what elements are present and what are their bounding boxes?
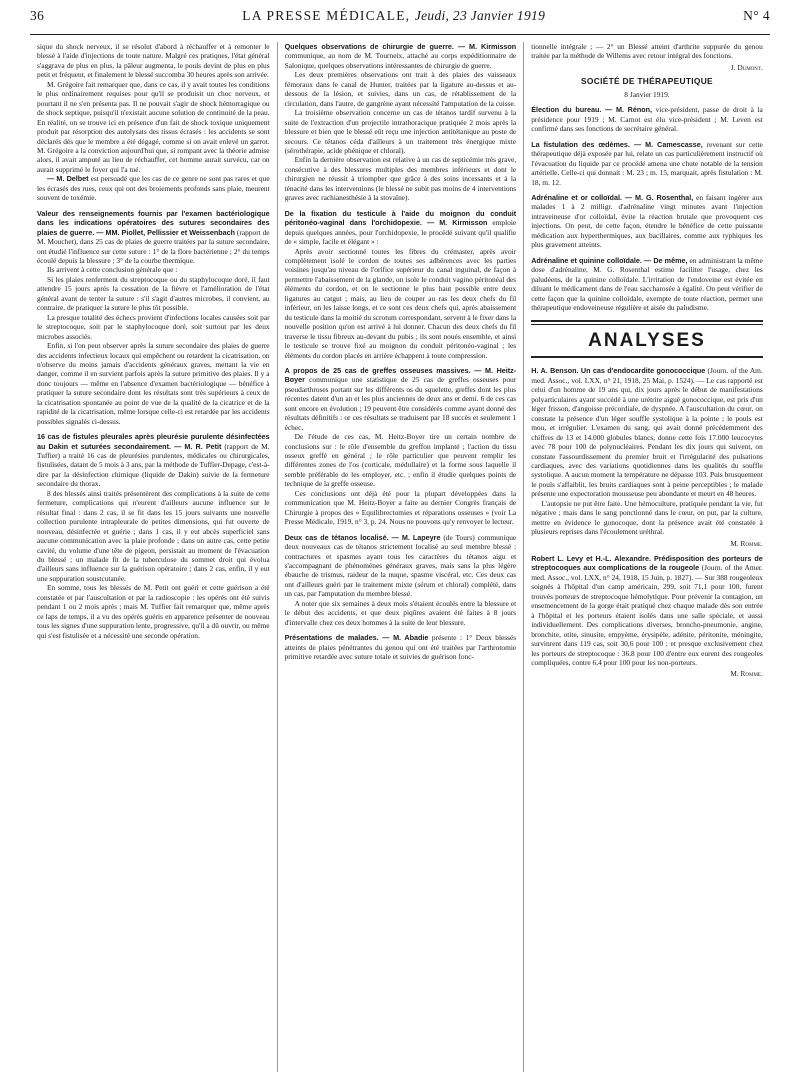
body-paragraph: [37, 313, 270, 341]
society-date: 8 Janvier 1919.: [624, 90, 670, 100]
section-heading: Robert L. Levy et H.-L. Alexandre. Prédisposition des porteurs de streptocoques aux complications de la rougeole: [531, 554, 763, 573]
paragraph-text: (rapport de M. Mouchet), dans 25 cas de plaies de guerre traitées par la suture secondaire, ont étudié l'influence sur cette suture : 1° de la flore bactérienne ; 2° du temps écoulé depuis la blessure ; 3° de la courbe thermique.: [37, 227, 270, 265]
divider: [531, 324, 763, 325]
body-paragraph: [37, 80, 270, 175]
body-paragraph: [37, 341, 270, 426]
section-heading: Adrénaline et quinine colloïdale. — De même,: [531, 255, 688, 265]
body-paragraph: [285, 432, 517, 489]
column-right: [523, 42, 770, 1072]
section-paragraph: [285, 42, 517, 70]
body-paragraph: [37, 489, 270, 584]
section-paragraph: [531, 554, 763, 667]
body-paragraph: [285, 489, 517, 527]
paragraph-text: est persuadé que les cas de ce genre ne sont pas rares et que les écrasés des rues, ceux qui ont des broiements profonds sans plaie, meurent souvent de toxémie.: [37, 174, 270, 203]
section-paragraph: [285, 209, 517, 247]
paragraph-text: En somme, tous les blessés de M. Petit ont guéri et cette guérison a été constatée et par l'auscultation et par la radioscopie : les opérés ont été suivis pendant 1 ou 2 mois après ; mais M. Tuffier fait remarquer que, même après ce laps de temps, il a vu des opérés guéris en apparence présenter de nouveau tous les signes d'une suppuration lente, progressive, qu'il a dû ouvrir, ou même qui s'est fistulisée et a nécessité une seconde opération.: [37, 583, 270, 640]
section-heading: Deux cas de tétanos localisé. — M. Lapeyre: [284, 532, 441, 542]
paragraph-text: (Journ. of the Am. med. Assoc., vol. LXX, n° 21, 1918, 25 Mai, p. 1524). — Le cas rapporté est celui d'un homme de 19 ans qui, dix jours après le début de manifestations polyarticulaires ayant succédé à une urétrite aiguë gonococcique, est pris d'un léger frisson, d'angoisse précordiale, de dyspnée. A l'auscultation du cœur, on constate la présence d'un léger souffle systolique à la pointe ; le pouls est mou, et irrégulier. L'examen du sang, qui avait donné précédemment des chiffres de 13 et 14.000 globules blancs, donne cette fois 17.000 leucocytes avec 78 pour 100 de polynucléaires. Pendant les dix jours qui suivent, on constate l'assourdissement du premier bruit et l'irrégularité des pulsations cardiaques, avec des variations quotidiennes dans les qualités du souffle systolique. A aucun moment la température ne dépasse 103. Puis brusquement le pouls s'affaiblit, les bruits cardiaques sont à peine perceptibles ; le malade présente une expectoration mousseuse peu abondante et meurt en 48 heures.: [531, 366, 763, 499]
divider: [531, 320, 763, 322]
paragraph-text: emploie depuis quelques années, pour l'orchidopexie, le procédé suivant qu'il qualifie de « simple, facile et élégant » :: [284, 218, 517, 247]
section-paragraph: [37, 209, 270, 266]
paragraph-text: (de Tours) communique deux nouveaux cas de tétanos strictement localisé au seul membre blessé : contractures et spasmes ayant tous les caractères du tétanos aigu et s'accompagnant de phénomènes généraux graves, mais sans la plus légère ébauche de trismus, raideur de la nuque, spasme viscéral, etc. Ces deux cas ont d'ailleurs guéri par le traitement mixte (sérum et chloral) complété, dans un cas, par l'amputation du membre blessé.: [284, 532, 517, 599]
paragraph-text: vice-président, passe de droit à la présidence pour 1919 ; M. Carnot est élu vice-président ; M. Leven est confirmé dans ses fonctions de secrétaire général.: [531, 105, 763, 134]
analyses-heading: ANALYSES: [588, 330, 706, 352]
column-middle: [277, 42, 524, 1072]
section-paragraph: [531, 140, 763, 187]
body-paragraph: [285, 70, 517, 108]
page-number: 36: [30, 8, 45, 23]
section-paragraph: [531, 366, 763, 498]
paragraph-text: Si les plaies renferment du streptocoque ou du staphylocoque doré, il faut attendre 15 jours après la cessation de la fièvre et l'amélioration de l'état général avant de tenter la suture : s'il s'agit d'autres microbes, il convient, au contraire, de pratiquer la suture le plus tôt possible.: [37, 274, 270, 313]
paragraph-text: présente : 1° Deux blessés atteints de plaies pénétrantes du genou qui ont été traitées par l'arthrotomie primitive retardée avec suture totale et suivies de guérison fonc-: [284, 633, 517, 662]
body-paragraph: [285, 247, 517, 360]
paragraph-text: communique une statistique de 25 cas de greffes osseuses pour pseudarthroses portant sur les différents os du squelette, greffes dont les plus récentes datent d'un an et les plus anciennes de deux ans et demi. 6 de ces cas sont encore en évolution ; 19 peuvent être considérés comme ayant donné des résultats définitifs : or ces résultats se traduisent par 18 succès et seulement 1 échec.: [284, 375, 517, 432]
paragraph-text: M. Grégoire fait remarquer que, dans ce cas, il y avait toutes les conditions le plus ordinairement requises pour qu'il se produisit un choc nerveux, et pourtant il ne s'en présenta pas. Il ne pouvait s'agir de shock hémorragique ou de shock septique, puisqu'il n'existait aucune solution de continuité de la peau. En réalité, on se trouve ici en présence d'un fait de shock toxique uniquement produit par résorption des autolysats des tissus écrasés : les accidents se sont déclarés dès que le membre a été dégagé, comme si on avait enlevé un garrot. M. Grégoire a la conviction aujourd'hui que, si rompant avec la théorie admise alors, il avait amputé au lieu de réchauffer, cet homme aurait survécu, car on aurait supprimé le foyer qui l'a tué.: [37, 79, 270, 174]
section-paragraph: [285, 533, 517, 599]
paragraph-text: en administrant la même dose d'adrénaline, M. G. Rosenthal estime faciliter l'usage, chez les paludéens, de la quinine colloïdale. L'irritation de l'endoveine est évitée en diluant le médicament dans de l'eau saccharosée à égalité. On peut vérifier de cette façon que la quinine colloïdale, exempte de toute réaction, permet une thérapeutique endoveineuse régulière et aisée du paludisme.: [531, 255, 763, 312]
paragraph-text: Enfin la dernière observation est relative à un cas de septicémie très grave, consécutive à des blessures multiples des membres inférieurs et dont le chirurgien ne réussit à triompher que grâce à des soins incessants et à la ténacité dans les interventions (le blessé ne subit pas moins de 4 interventions graves avec rachianesthésie à la stovaïne).: [284, 155, 517, 203]
section-heading: Valeur des renseignements fournis par l'examen bactériologique dans les indications opératoires des sutures secondaires des plaies de guerre. — MM. Piollet, Pellissier et Weissenbach: [37, 208, 270, 237]
issue-number: N° 4: [743, 8, 770, 23]
article-columns: [30, 42, 770, 1072]
section-heading: Adrénaline et or colloïdal. — M. G. Rosenthal,: [531, 192, 694, 202]
author-signature: M. Romme.: [730, 538, 763, 548]
section-heading: Présentations de malades. — M. Abadie: [284, 633, 429, 643]
author-signature: J. Dumont.: [730, 62, 763, 72]
paragraph-text: (rapport de M. Tuffier) a traité 16 cas de pleurésies purulentes, médicales ou chirurgicales, fistulisées, datant de 5 mois à 3 ans, par la méthode de Tuffier-Depage, c'est-à-dire par la désinfection chimique (liquide de Dakin) suivie de la fermeture secondaire du thorax.: [37, 441, 270, 489]
journal-title: [44, 8, 743, 24]
section-paragraph: [37, 174, 270, 202]
section-paragraph: [531, 256, 763, 313]
section-paragraph: [285, 366, 517, 432]
section-heading: A propos de 25 cas de greffes osseuses massives. — M. Heitz-Boyer: [284, 365, 517, 385]
paragraph-text: 8 des blessés ainsi traités présentèrent des complications à la suite de cette fermeture, complications qui n'eurent d'ailleurs aucune influence sur le résultat final : dans 2 cas, il se fit dans les 15 jours suivants une nouvelle collection purulente intrapleurale de petites dimensions, qui fut ouverte de nouveau, désinfectée et guérie ; dans 1 cas, il y eut abcès superficiel sans aucune communication avec la plaie profonde ; dans un autre cas, cette petite cavité, du volume d'une tête de pigeon, persistait au moment de l'évacuation du blessé ; un malade fit de la tuberculose du sommet droit qui évolua d'ailleurs sans influence sur la guérison opératoire ; dans 2 cas, enfin, il y eut une suppuration soustcutanée.: [37, 488, 270, 583]
divider: [531, 356, 763, 358]
paragraph-text: L'autopsie ne put être faite. Une hémoculture, pratiquée pendant la vie, fut négative ; mais dans le sang ponctionné dans le cœur, on put, par la culture, mettre en évidence le gonocoque, dont la présence avait été constatée à plusieurs reprises dans l'écoulement uréthral.: [531, 498, 763, 537]
society-title: SOCIÉTÉ DE THÉRAPEUTIQUE: [581, 76, 713, 87]
paragraph-text: Ils arrivent à cette conclusion générale que :: [47, 265, 178, 275]
section-paragraph: [37, 432, 270, 489]
section-paragraph: [531, 105, 763, 133]
journal-name: LA PRESSE MÉDICALE,: [242, 8, 411, 23]
section-paragraph: [285, 633, 517, 661]
body-paragraph: [37, 42, 270, 80]
body-paragraph: [285, 155, 517, 202]
body-paragraph: [285, 108, 517, 155]
body-paragraph: [37, 583, 270, 640]
section-heading: Quelques observations de chirurgie de guerre. — M. Kirmisson: [284, 42, 517, 51]
paragraph-text: sique du shock nerveux, il se résolut d'abord à réchauffer et à remonter le blessé à l'aide d'injections de toute nature. Malgré ces pratiques, l'état général s'aggrava de plus en plus, la pâleur augmenta, le pouls devint de plus en plus petit et fréquent, et finalement le blessé succomba 30 heures après son arrivée.: [37, 42, 270, 80]
paragraph-text: (Journ. of the Amer. med. Assoc., vol. LXX, n° 24, 1918, 15 Juin, p. 1827). — Sur 388 rougeoleux soignés à l'hôpital d'un camp américain, 299, soit 71,1 pour 100, furent trouvés porteurs de streptocoque hémolytique. Pour prévenir la contagion, un ensemencement de la gorge était pratiqué chez chaque malade dès son entrée à l'hôpital et les porteurs étaient isolés dans une salle spéciale, et aussi individuellement. Des complications diverses, broncho-pneumonie, angine, bronchite, otite, sinusite, empyème, érysipèle, adénite, péritonite, méningite, survinrent dans 119 cas, soit 30,6 pour 100 ; et presque exclusivement chez les porteurs de streptocoque : 36.8 pour 100 d'entre eux eurent des rougeoles compliquées, contre 6,4 pour 100 pour les non-porteurs.: [531, 563, 763, 668]
section-heading: 16 cas de fistules pleurales après pleurésie purulente désinfectées au Dakin et suturées secondairement. — M. R. Petit: [37, 432, 270, 451]
paragraph-text: revenant sur cette thérapeutique déjà exposée par lui, relate un cas particulièrement instructif où l'évacuation du liquide par ce procédé amena une chute notable de la tension artérielle. Celle-ci qui donnait : M. 23 ; m. 15, marquait, après fistulation : M. 18, m. 12.: [531, 139, 763, 187]
paragraph-text: Ces conclusions ont déjà été pour la plupart développées dans la communication que M. Heitz-Boyer a faite au dernier Congrès français de Chirurgie à propos des « Equilibrectomies et réparations osseuses » (voir La Presse Médicale, 1919, n° 3, p. 24. Nous ne pouvons qu'y renvoyer le lecteur.: [284, 488, 517, 527]
body-paragraph: [285, 599, 517, 627]
paragraph-text: De l'étude de ces cas, M. Heitz-Boyer tire un certain nombre de conclusions sur : le rôle d'ensemble du greffon implanté ; l'action du tissu osseux greffé en général ; le rôle particulier que peuvent remplir les différentes zones de l'os (corticale, médullaire) et la forme sous laquelle il semble préférable de les employer, etc. ; enfin il étudie quelques points de technique de la greffe osseuse.: [284, 432, 517, 489]
paragraph-text: La presque totalité des échecs provient d'infections locales causées soit par le streptocoque, soit par le staphylocoque doré, soit surtout par les deux microbes associés.: [37, 312, 270, 341]
section-paragraph: [531, 193, 763, 250]
body-paragraph: [531, 499, 763, 537]
paragraph-text: communique, au nom de M. Tourneix, attaché au corps expéditionnaire de Salonique, quelques observations intéressantes de chirurgie de guerre.: [284, 51, 517, 70]
issue-date: Jeudi, 23 Janvier 1919: [414, 8, 546, 23]
page-header: [30, 8, 770, 35]
paragraph-text: Les deux premières observations ont trait à des plaies des vaisseaux fémoraux dans le canal de Hunter, traitées par la ligature au-dessus et au-dessous de la lésion, et suivies, dans un cas, de rétablissement de la circulation, dans l'autre, de gangrène ayant nécessité l'amputation de la cuisse.: [284, 70, 517, 108]
paragraph-text: en faisant ingérer aux malades 1 à 2 milligr. d'adrénaline vingt minutes avant l'injection intraveineuse d'or colloïdal, évite la réaction brutale que provoquent ces injections. On peut, de cette façon, étendre le bénéfice de cette puissante médication aux hyperthermiques, aux bacillaires, comme aux typhiques les plus gravement atteints.: [531, 192, 763, 250]
author-signature: M. Romme.: [730, 669, 763, 679]
section-heading: — M. Delbet: [47, 174, 89, 184]
section-heading: H. A. Benson. Un cas d'endocardite gonococcique: [531, 366, 706, 376]
paragraph-text: La troisième observation concerne un cas de tétanos tardif survenu à la suite de l'extraction d'un projectile intrathoracique pratiquée 2 mois après la blessure et bien que le blessé eût reçu une injection antitétanique au poste de secours. Ce tétanos céda d'ailleurs à un traitement très énergique mixte (sérothérapie, acide phénique et chloral).: [284, 108, 517, 155]
paragraph-text: Après avoir sectionné toutes les fibres du crémaster, après avoir complètement isolé le cordon de toutes ses adhérences avec les parties voisines jusqu'au niveau de l'orifice supérieur du canal inguinal, de façon à permettre l'abaissement de la glande, on isole le conduit vagino péritonéal des éléments du cordon, et on le sectionne le plus haut possible entre deux ligatures au catgut ; mais, au lieu de couper au ras les deux chefs du fil inférieur, on les laisse longs, et ce sont ces deux chefs qui, après abaissement du testicule dans la moitié du scrotum correspondant, servent à le fixer dans la nouvelle position qu'on est arrivé à lui donner. Chacun des deux chefs du fil traverse le tissu fibreux au-devant du pubis ; ils sont noués ensemble, et ainsi le testicule se trouve fixé au moignon du conduit péritonéo-vaginal ; les éléments du cordon placés en arrière échappent à toute compression.: [284, 246, 517, 360]
section-heading: La fistulation des œdèmes. — M. Camescasse,: [531, 139, 703, 149]
section-heading: De la fixation du testicule à l'aide du moignon du conduit péritonéo-vaginal dans l'orchidopexie. — M. Kirmisson: [284, 208, 517, 228]
section-heading: Élection du bureau. — M. Rénon,: [531, 105, 653, 115]
column-left: [30, 42, 277, 1072]
body-paragraph: [37, 275, 270, 313]
continued-paragraph: tionnelle intégrale ; — 2° un Blessé atteint d'arthrite suppurée du genou traitée par la méthode de Willems avec retour intégral des fonctions.: [531, 42, 763, 61]
paragraph-text: Enfin, si l'on peut observer après la suture secondaire des plaies de guerre des accidents infectieux locaux qui empêchent ou retardent la cicatrisation, on n'observe du moins jamais d'accidents généraux graves, mettant la vie en danger, comme il en survient parfois après la suture primitive des plaies. Il y a donc toujours — même en l'absence d'examen bactériologique — bénéfice à pratiquer la suture secondaire dont les résultats sont très supérieurs à ceux de la cicatrisation spontanée au point de vue de la qualité de la cicatrice et de la rapidité de la cicatrisation, même lorsque celle-ci est retardée par les accidents possibles signalés ci-dessus.: [37, 341, 270, 426]
body-paragraph: [37, 265, 270, 274]
paragraph-text: A noter que six semaines à deux mois s'étaient écoulés entre la blessure et le début des accidents, et que deux piqûres avaient été faites à 8 jours d'intervalle chez ces deux hommes à la suite de leur blessure.: [284, 598, 517, 627]
